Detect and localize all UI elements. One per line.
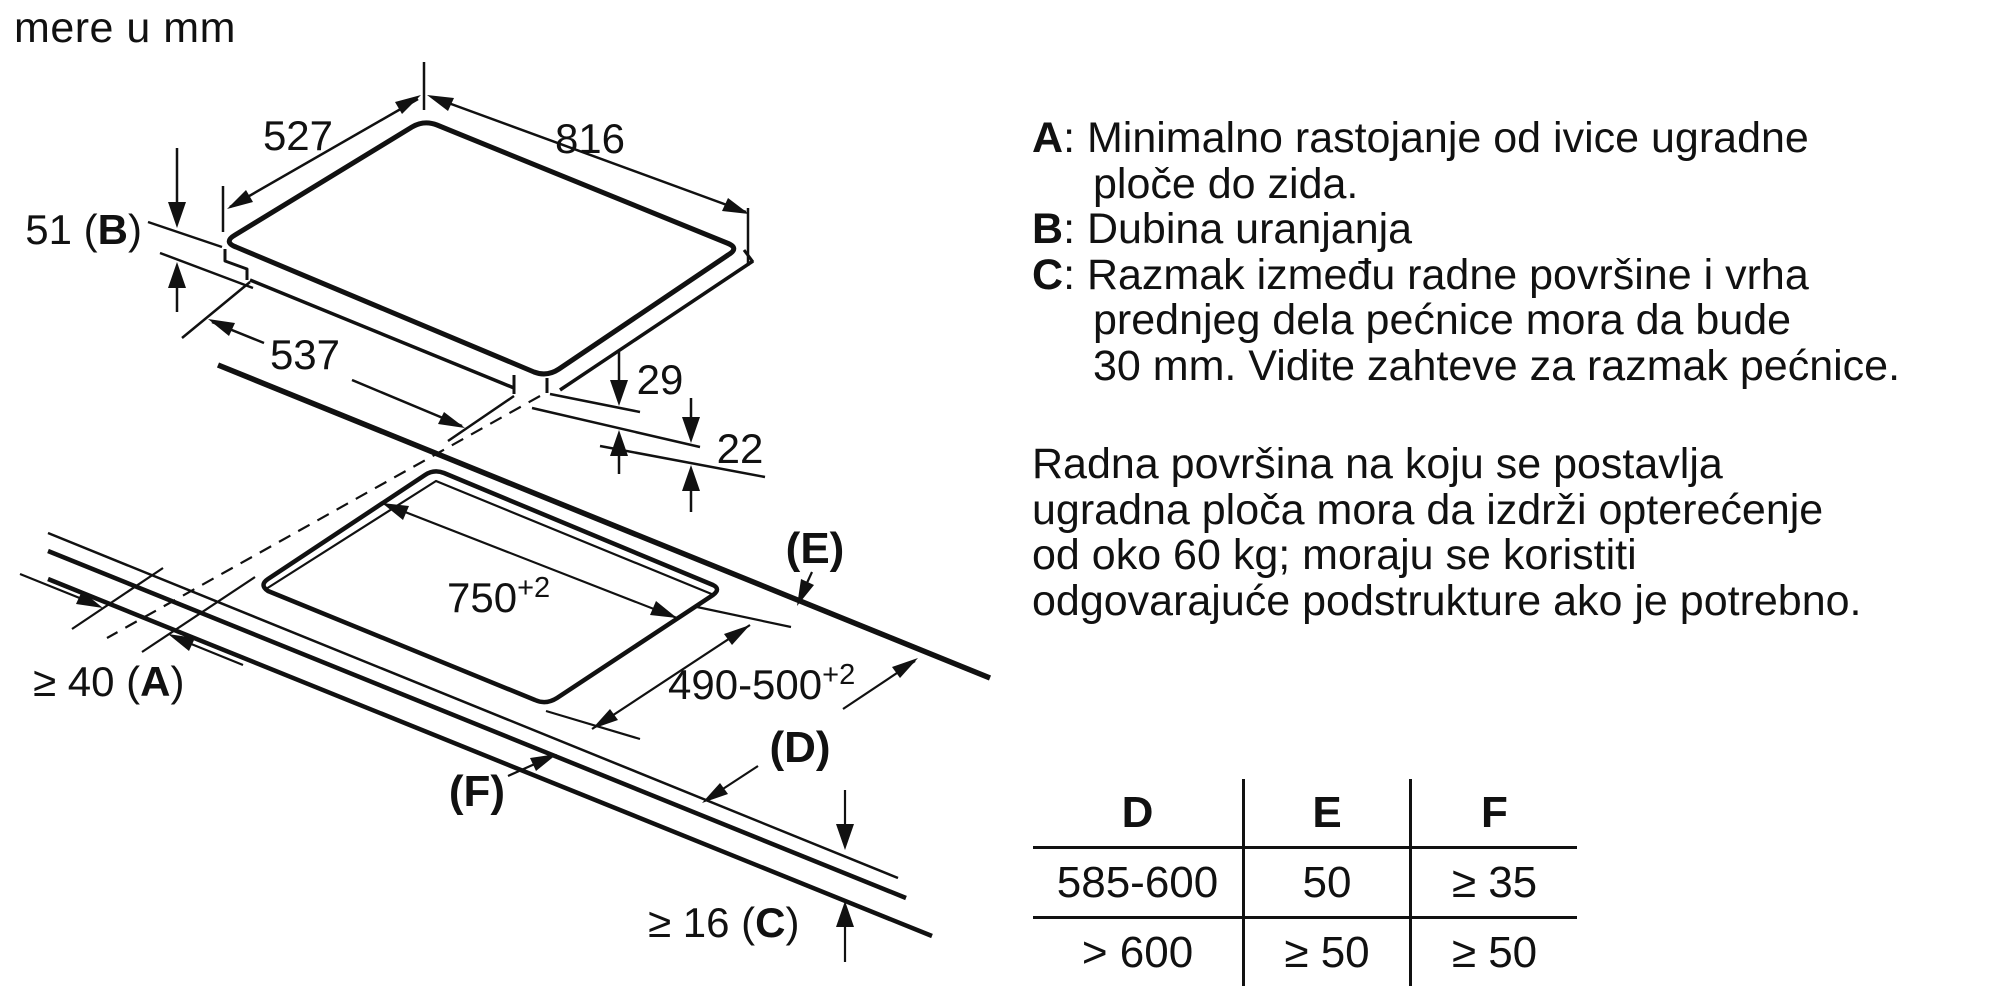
worktop-outline <box>48 365 990 936</box>
def-table-header-row <box>1033 779 1577 848</box>
dim-label-51-b: 51 (B) <box>25 206 142 253</box>
dim-label-490-500: $490-500^{+2}$ <box>668 659 856 708</box>
units-note: mere u mm <box>14 4 236 52</box>
dim-51-b <box>148 148 253 312</box>
table-row <box>1033 918 1577 987</box>
legend <box>1032 116 1992 389</box>
legend-item-a-line2: ploče do zida. <box>1093 159 1359 208</box>
def-table-header-f: F <box>1411 779 1578 848</box>
def-table-header-d: D <box>1033 779 1244 848</box>
dim-label-a: ≥ 40 (A) <box>33 658 185 705</box>
legend-key-a: A <box>1032 114 1064 162</box>
legend-item-a: A: Minimalno rastojanje od ivice ugradne <box>1032 114 1809 162</box>
cell-e2: ≥ 50 <box>1244 918 1411 987</box>
dim-label-537: 537 <box>269 331 341 378</box>
legend-item-b: B: Dubina uranjanja <box>1032 205 1413 253</box>
dim-label-816: 816 <box>554 115 626 162</box>
legend-item-c-line3: 30 mm. Vidite zahteve za razmak pećnice. <box>1093 341 1901 390</box>
load-note: Radna površina na koju se postavlja ugradna ploča mora da izdrži opterećenje od oko 60 kg; moraju se koristiti odgovarajuće podstrukture ako je potrebno. <box>1032 440 1862 625</box>
legend-item-c: C: Razmak između radne površine i vrha <box>1032 250 1809 299</box>
dim-label-527: 527 <box>262 112 334 159</box>
legend-key-b: B <box>1032 205 1064 253</box>
dim-label-22: 22 <box>716 425 764 472</box>
cell-e1: 50 <box>1244 848 1411 918</box>
cell-d2: > 600 <box>1033 918 1244 987</box>
def-table-header-e: E <box>1244 779 1411 848</box>
label-f: (F) <box>448 767 506 816</box>
dim-label-750: $750^{+2}$ <box>447 572 551 621</box>
dim-label-c: ≥ 16 (C) <box>648 899 800 946</box>
cell-f2: ≥ 50 <box>1451 927 1538 977</box>
legend-item-c-line2: prednjeg dela pećnice mora da bude <box>1093 296 1792 344</box>
def-table <box>1033 779 1577 986</box>
cell-f1: ≥ 35 <box>1411 848 1578 918</box>
dim-label-29: 29 <box>636 356 684 403</box>
legend-key-c: C <box>1032 250 1064 299</box>
table-row <box>1033 848 1577 918</box>
label-e: (E) <box>785 524 845 573</box>
cell-d1: 585-600 <box>1033 848 1244 918</box>
label-d: (D) <box>769 723 831 772</box>
